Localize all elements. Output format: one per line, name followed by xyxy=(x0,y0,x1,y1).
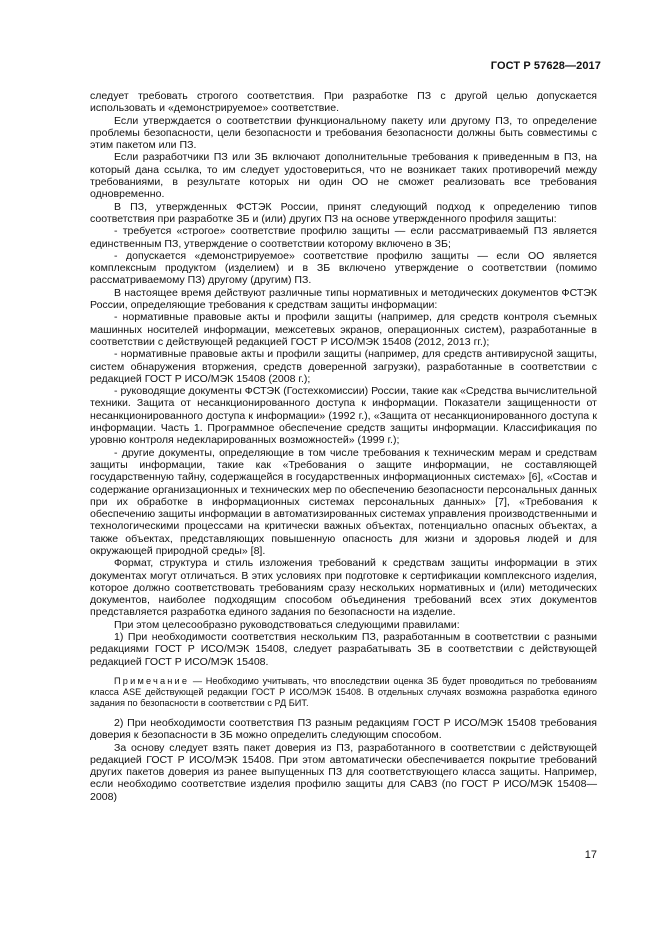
paragraph: За основу следует взять пакет доверия из ПЗ, разработанного в соответствии с действующей редакцией ГОСТ Р ИСО/МЭК 15408. При этом автоматически обеспечивается покрытие требований других пакетов доверия из ранее выпущенных ПЗ для соответствующего класса защиты. Например, если необходимо соответствие изделия профилю защиты для САВЗ (по ГОСТ Р ИСО/МЭК 15408—2008) xyxy=(90,741,597,803)
list-item: - допускается «демонстрируемое» соответствие профилю защиты — если ОО является комплексным продуктом (изделием) и в ЗБ включено утверждение о соответствии (помимо рассматриваемому ПЗ) другому (другим) ПЗ. xyxy=(90,249,597,287)
paragraph: Если разработчики ПЗ или ЗБ включают дополнительные требования к приведенным в ПЗ, на который дана ссылка, то им следует удостовериться, что не возникает таких противоречий между требованиями, в результате которых ни один ОО не сможет реализовать все требования одновременно. xyxy=(90,151,597,201)
paragraph: Формат, структура и стиль изложения требований к средствам защиты информации в этих документах могут отличаться. В этих условиях при подготовке к сертификации комплексного изделия, которое должно соответствовать требованиям сразу нескольких нормативных и (или) методических документов, наиболее подходящим способом объединения требований всех этих документов представляется разработка единого задания по безопасности на изделие. xyxy=(90,557,597,619)
page-body xyxy=(90,90,597,803)
list-item: - руководящие документы ФСТЭК (Гостехкомиссии) России, такие как «Средства вычислительной техники. Защита от несанкционированного доступа к информации. Показатели защищенности от несанкционированного доступа к информации» (1992 г.), «Защита от несанкционированного доступа к информации. Часть 1. Программное обеспечение средств защиты информации. Классификация по уровню контроля недекларированных возможностей» (1999 г.); xyxy=(90,385,597,447)
paragraph: следует требовать строгого соответствия. При разработке ПЗ с другой целью допускается использовать и «демонстрируемое» соответствие. xyxy=(90,90,597,115)
document-id: ГОСТ Р 57628—2017 xyxy=(490,60,601,72)
rule-item: 1) При необходимости соответствия нескольким ПЗ, разработанным в соответствии с разными редакциями ГОСТ Р ИСО/МЭК 15408, следует разрабатывать ЗБ в соответствии с действующей редакцией ГОСТ Р ИСО/МЭК 15408. xyxy=(90,631,597,668)
rule-item: 2) При необходимости соответствия ПЗ разным редакциям ГОСТ Р ИСО/МЭК 15408 требования доверия к безопасности в ЗБ можно определить следующим способом. xyxy=(90,716,597,742)
page-number: 17 xyxy=(584,849,597,861)
list-item: - требуется «строгое» соответствие профилю защиты — если рассматриваемый ПЗ является единственным ПЗ, утверждение о соответствии которому включено в ЗБ; xyxy=(90,225,597,250)
paragraph: При этом целесообразно руководствоваться следующими правилами: xyxy=(114,618,460,631)
note-text: — Необходимо учитывать, что впоследствии оценка ЗБ будет проводиться по требованиям класса ASE действующей редакции ГОСТ Р ИСО/МЭК 15408. В отдельных случаях возможна разработка единого задания по безопасности в соответствии с РД БИТ. xyxy=(90,675,597,708)
list-item: - другие документы, определяющие в том числе требования к техническим мерам и средствам защиты информации, такие как «Требования о защите информации, не составляющей государственную тайну, содержащейся в государственных информационных системах» [6], «Состав и содержание организационных и технических мер по обеспечению безопасности персональных данных при их обработке в информационных системах персональных данных» [7], «Требования к обеспечению защиты информации в автоматизированных системах управления производственными и технологическими процессами на критически важных объектах, потенциально опасных объектах, а также объектах, представляющих повышенную опасность для жизни и здоровья людей и для окружающей природной среды» [8]. xyxy=(90,446,597,557)
note xyxy=(90,676,597,709)
paragraph: Если утверждается о соответствии функциональному пакету или другому ПЗ, то определение проблемы безопасности, цели безопасности и требования безопасности должны быть совместимы с этим пакетом или ПЗ. xyxy=(90,114,597,152)
note-label: Примечание xyxy=(114,675,190,686)
list-item: - нормативные правовые акты и профили защиты (например, для средств контроля съемных машинных носителей информации, межсетевых экранов, операционных систем), разработанные в соответствии с действующей редакцией ГОСТ Р ИСО/МЭК 15408 (2012, 2013 гг.); xyxy=(90,311,597,348)
list-item: - нормативные правовые акты и профили защиты (например, для средств антивирусной защиты, систем обнаружения вторжения, средств доверенной загрузки), разработанные в соответствии с редакцией ГОСТ Р ИСО/МЭК 15408 (2008 г.); xyxy=(90,348,597,385)
paragraph: В настоящее время действуют различные типы нормативных и методических документов ФСТЭК России, определяющие требования к средствам защиты информации: xyxy=(90,286,597,312)
paragraph: В ПЗ, утвержденных ФСТЭК России, принят следующий подход к определению типов соответствия при разработке ЗБ и (или) других ПЗ на основе утвержденного профиля защиты: xyxy=(90,200,597,225)
